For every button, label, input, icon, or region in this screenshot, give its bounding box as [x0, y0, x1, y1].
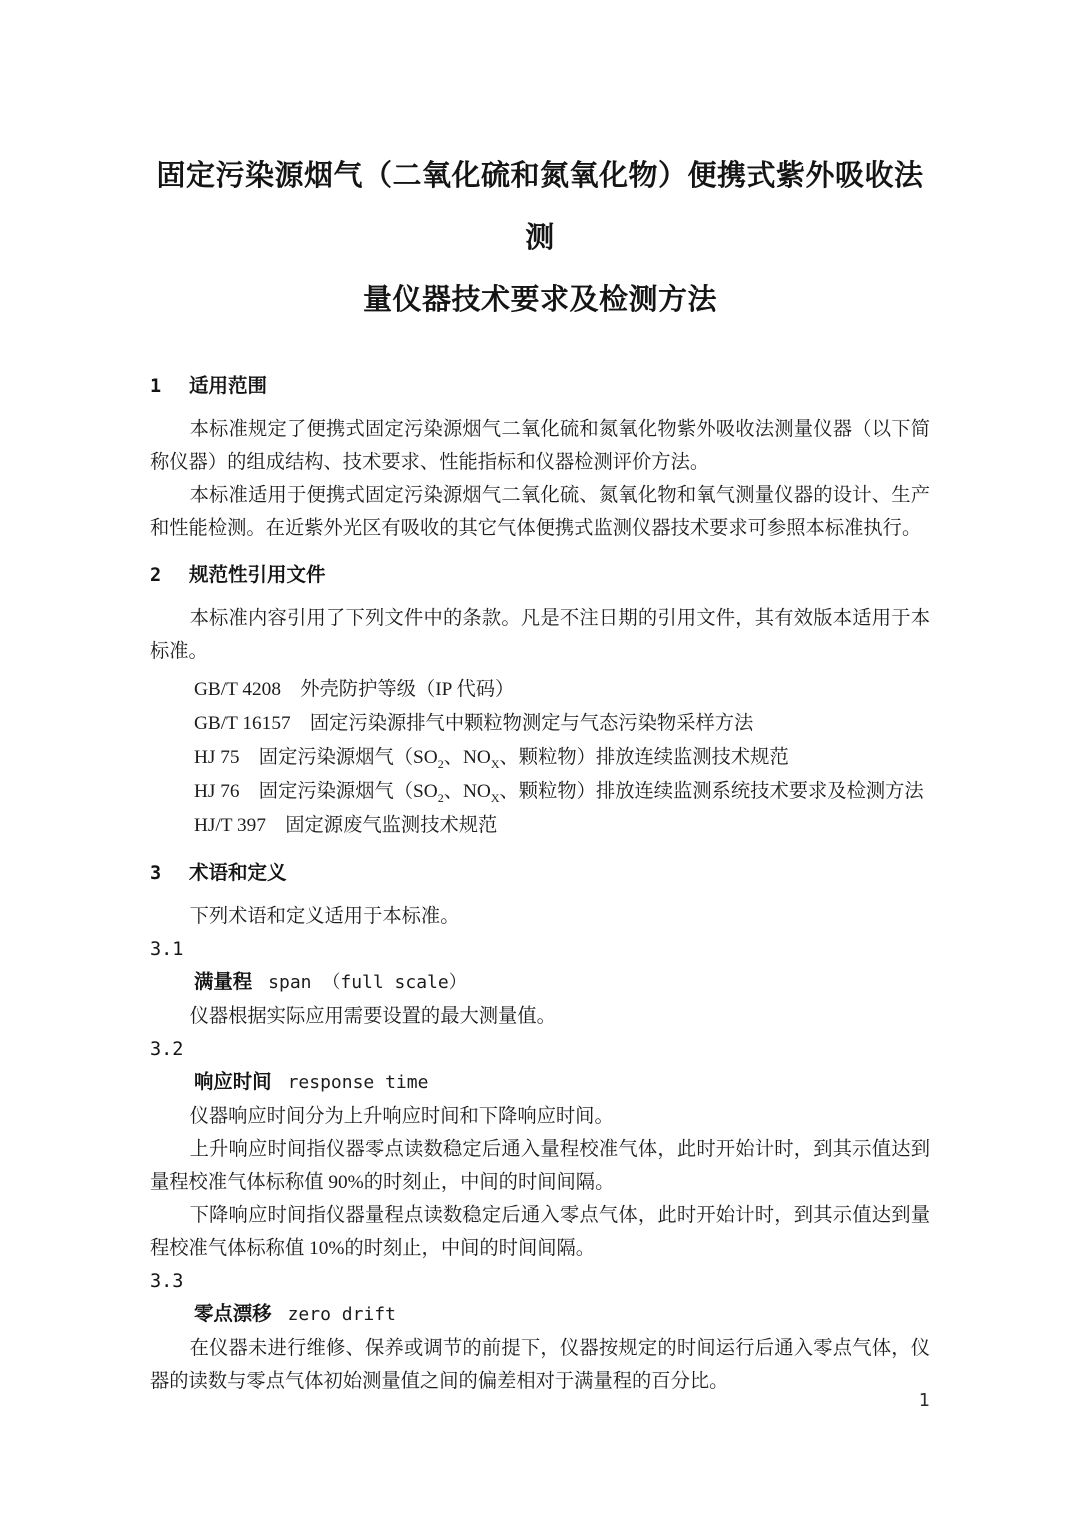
section-normative-references	[150, 559, 930, 843]
paragraph: 仪器根据实际应用需要设置的最大测量值。	[189, 1006, 556, 1027]
reference-item: HJ 75 固定污染源烟气（$SO_2$、$NO_X$、颗粒物）排放连续监测技术规范	[194, 747, 789, 771]
term-3-1-english: span （full scale）	[268, 972, 467, 993]
section-3-heading	[150, 857, 930, 890]
paragraph: 上升响应时间指仪器零点读数稳定后通入量程校准气体，此时开始计时，到其示值达到量程校准气体标称值 90%的时刻止，中间的时间间隔。	[150, 1139, 930, 1193]
term-3-1-number: 3.1	[150, 939, 184, 960]
reference-list	[150, 673, 930, 843]
document-title-line-1: 固定污染源烟气（二氧化硫和氮氧化物）便携式紫外吸收法测	[156, 160, 924, 254]
section-3-intro: 下列术语和定义适用于本标准。	[189, 906, 460, 927]
term-3-3-number: 3.3	[150, 1271, 184, 1292]
section-1-heading	[150, 370, 930, 403]
section-terms-and-definitions	[150, 857, 930, 1398]
paragraph: 仪器响应时间分为上升响应时间和下降响应时间。	[189, 1106, 614, 1127]
document-title	[150, 145, 930, 331]
paragraph: 本标准规定了便携式固定污染源烟气二氧化硫和氮氧化物紫外吸收法测量仪器（以下简称仪器）的组成结构、技术要求、性能指标和仪器检测评价方法。	[150, 419, 930, 473]
reference-item: GB/T 16157 固定污染源排气中颗粒物测定与气态污染物采样方法	[194, 713, 754, 734]
term-3-2-heading	[194, 1066, 930, 1100]
section-3-title: 术语和定义	[189, 862, 287, 884]
page-number: 1	[918, 1391, 930, 1411]
paragraph: 本标准内容引用了下列文件中的条款。凡是不注日期的引用文件，其有效版本适用于本标准。	[150, 608, 930, 662]
reference-item: GB/T 4208 外壳防护等级（IP 代码）	[194, 679, 515, 700]
paragraph: 在仪器未进行维修、保养或调节的前提下，仪器按规定的时间运行后通入零点气体，仪器的读数与零点气体初始测量值之间的偏差相对于满量程的百分比。	[150, 1338, 930, 1392]
section-scope	[150, 370, 930, 545]
term-3-2-number: 3.2	[150, 1039, 184, 1060]
section-1-number: 1	[150, 376, 162, 397]
term-3-1-heading	[194, 966, 930, 1000]
term-3-2-chinese: 响应时间	[194, 1071, 272, 1093]
section-2-title: 规范性引用文件	[189, 564, 326, 586]
term-3-2-english: response time	[287, 1072, 429, 1093]
section-1-title: 适用范围	[189, 375, 268, 397]
section-2-heading	[150, 559, 930, 592]
term-3-3-english: zero drift	[287, 1304, 396, 1325]
term-3-3-heading	[194, 1298, 930, 1332]
term-3-3-chinese: 零点漂移	[194, 1303, 272, 1325]
page-footer	[919, 1391, 930, 1411]
reference-item: HJ/T 397 固定源废气监测技术规范	[194, 815, 498, 836]
reference-item: HJ 76 固定污染源烟气（$SO_2$、$NO_X$、颗粒物）排放连续监测系统技术要求及检测方法	[194, 781, 924, 805]
term-3-1-chinese: 满量程	[194, 971, 253, 993]
section-3-number: 3	[150, 863, 162, 884]
paragraph: 下降响应时间指仪器量程点读数稳定后通入零点气体，此时开始计时，到其示值达到量程校准气体标称值 10%的时刻止，中间的时间间隔。	[150, 1205, 930, 1259]
paragraph: 本标准适用于便携式固定污染源烟气二氧化硫、氮氧化物和氧气测量仪器的设计、生产和性能检测。在近紫外光区有吸收的其它气体便携式监测仪器技术要求可参照本标准执行。	[150, 485, 930, 539]
section-2-number: 2	[150, 565, 162, 586]
document-title-line-2: 量仪器技术要求及检测方法	[362, 284, 717, 316]
